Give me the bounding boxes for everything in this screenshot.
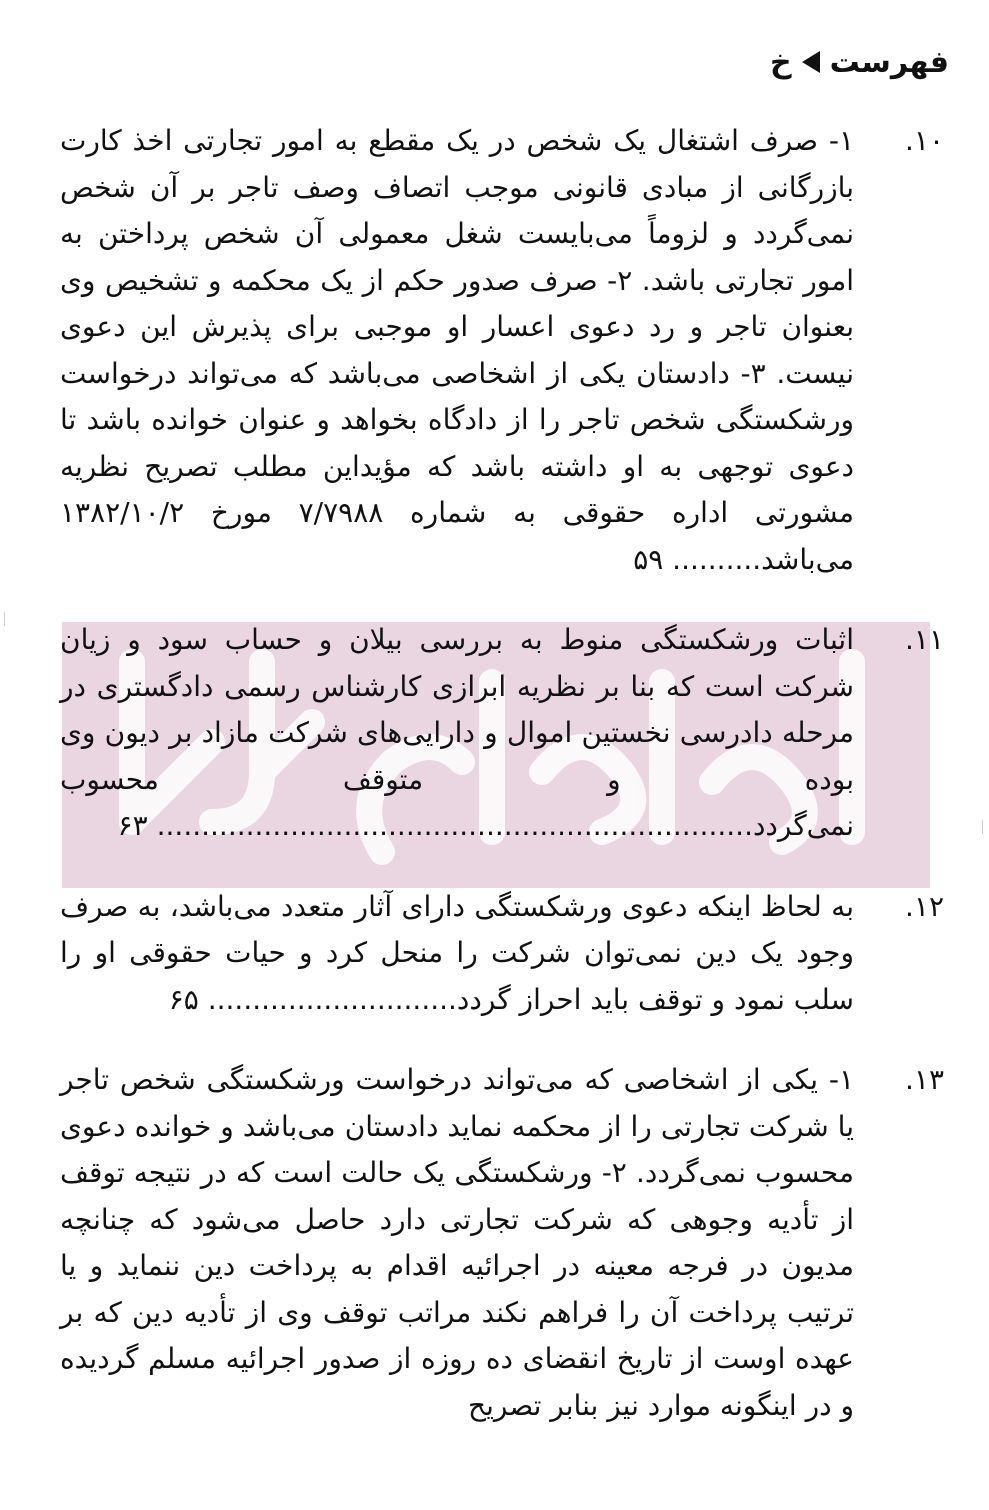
entry-page-ref[interactable] [118, 809, 744, 842]
entry-page-ref[interactable] [169, 983, 448, 1016]
entry-text: ۱- یکی از اشخاصی که می‌تواند درخواست ورشکستگی شخص تاجر یا شرکت تجارتی را از محکمه نماید دادستان می‌باشد و خوانده دعوی محسوب نمی‌گردد. ۲- ورشکستگی یک حالت است که در نتیجه توقف از تأدیه وجوهی که شرکت تجارتی دارد حاصل می‌شود که چنانچه مدیون در فرجه معینه در اجرائیه اقدام به پرداخت دین ننماید و یا ترتیب پرداخت آن را فراهم نکند مراتب توقف وی از تأدیه دین که بر عهده اوست از تاریخ انقضای ده روزه از صدور اجرائیه مسلم گردیده و در اینگونه موارد نیز بنابر تصریح [60, 1063, 854, 1422]
toc-entry [60, 118, 944, 583]
entry-number: ۱۲. [905, 889, 944, 923]
margin-tick [982, 820, 983, 834]
margin-tick [4, 612, 5, 626]
entry-page-ref[interactable] [633, 543, 752, 576]
entry-text-block [60, 617, 854, 850]
entry-page-number: ۶۳ [117, 809, 148, 842]
entry-leader-dots: ......... [672, 542, 753, 576]
entry-text: اثبات ورشکستگی منوط به بررسی بیلان و حساب سود و زیان شرکت است که بنا بر نظریه ابرازی کارشناس رسمی دادگستری در مرحله دادرسی نخستین اموال و دارایی‌های شرکت مازاد بر دیون وی بوده و متوقف محسوب نمی‌گردد. [60, 623, 854, 842]
page-header [40, 40, 949, 84]
entry-number: ۱۰. [905, 124, 944, 157]
entry-number: ۱۱. [905, 623, 944, 656]
entry-text-block [60, 118, 854, 583]
entry-leader-dots: .................................................................. [156, 809, 745, 842]
toc-entries [60, 118, 944, 1463]
entry-page-number: ۵۹ [633, 542, 664, 576]
header-title: فهرست [829, 44, 949, 80]
entry-number: ۱۳. [905, 1063, 944, 1096]
header-page-letter: خ [770, 44, 792, 80]
entry-page-number: ۶۵ [168, 982, 199, 1016]
entry-text: به لحاظ اینکه دعوی ورشکستگی دارای آثار متعدد می‌باشد، به صرف وجود یک دین نمی‌توان شرکت را منحل کرد و حیات حقوقی او را سلب نمود و توقف باید احراز گردد. [60, 889, 854, 1016]
toc-entry [60, 617, 944, 850]
entry-leader-dots: ........................... [207, 982, 449, 1016]
entry-text-block [60, 1057, 854, 1429]
entry-text: ۱- صرف اشتغال یک شخص در یک مقطع به امور تجارتی اخذ کارت بازرگانی از مبادی قانونی موجب اتصاف وصف تاجر بر آن شخص نمی‌گردد و لزوماً می‌بایست شغل معمولی آن شخص پرداختن به امور تجارتی باشد. ۲- صرف صدور حکم از یک محکمه و تشخیص وی بعنوان تاجر و رد دعوی اعسار او موجبی برای پذیرش این دعوی نیست. ۳- دادستان یکی از اشخاصی می‌باشد که می‌تواند درخواست ورشکستگی شخص تاجر را از دادگاه بخواهد و عنوان خوانده باشد تا دعوی توجهی به او داشته باشد که مؤیداین مطلب تصریح نظریه مشورتی اداره حقوقی به شماره ۷/۷۹۸۸ مورخ ۱۳۸۲/۱۰/۲ می‌باشد. [60, 124, 855, 576]
arrow-left-icon [802, 51, 820, 73]
entry-text-block [60, 884, 854, 1024]
toc-entry [60, 884, 944, 1024]
toc-entry [60, 1057, 944, 1429]
